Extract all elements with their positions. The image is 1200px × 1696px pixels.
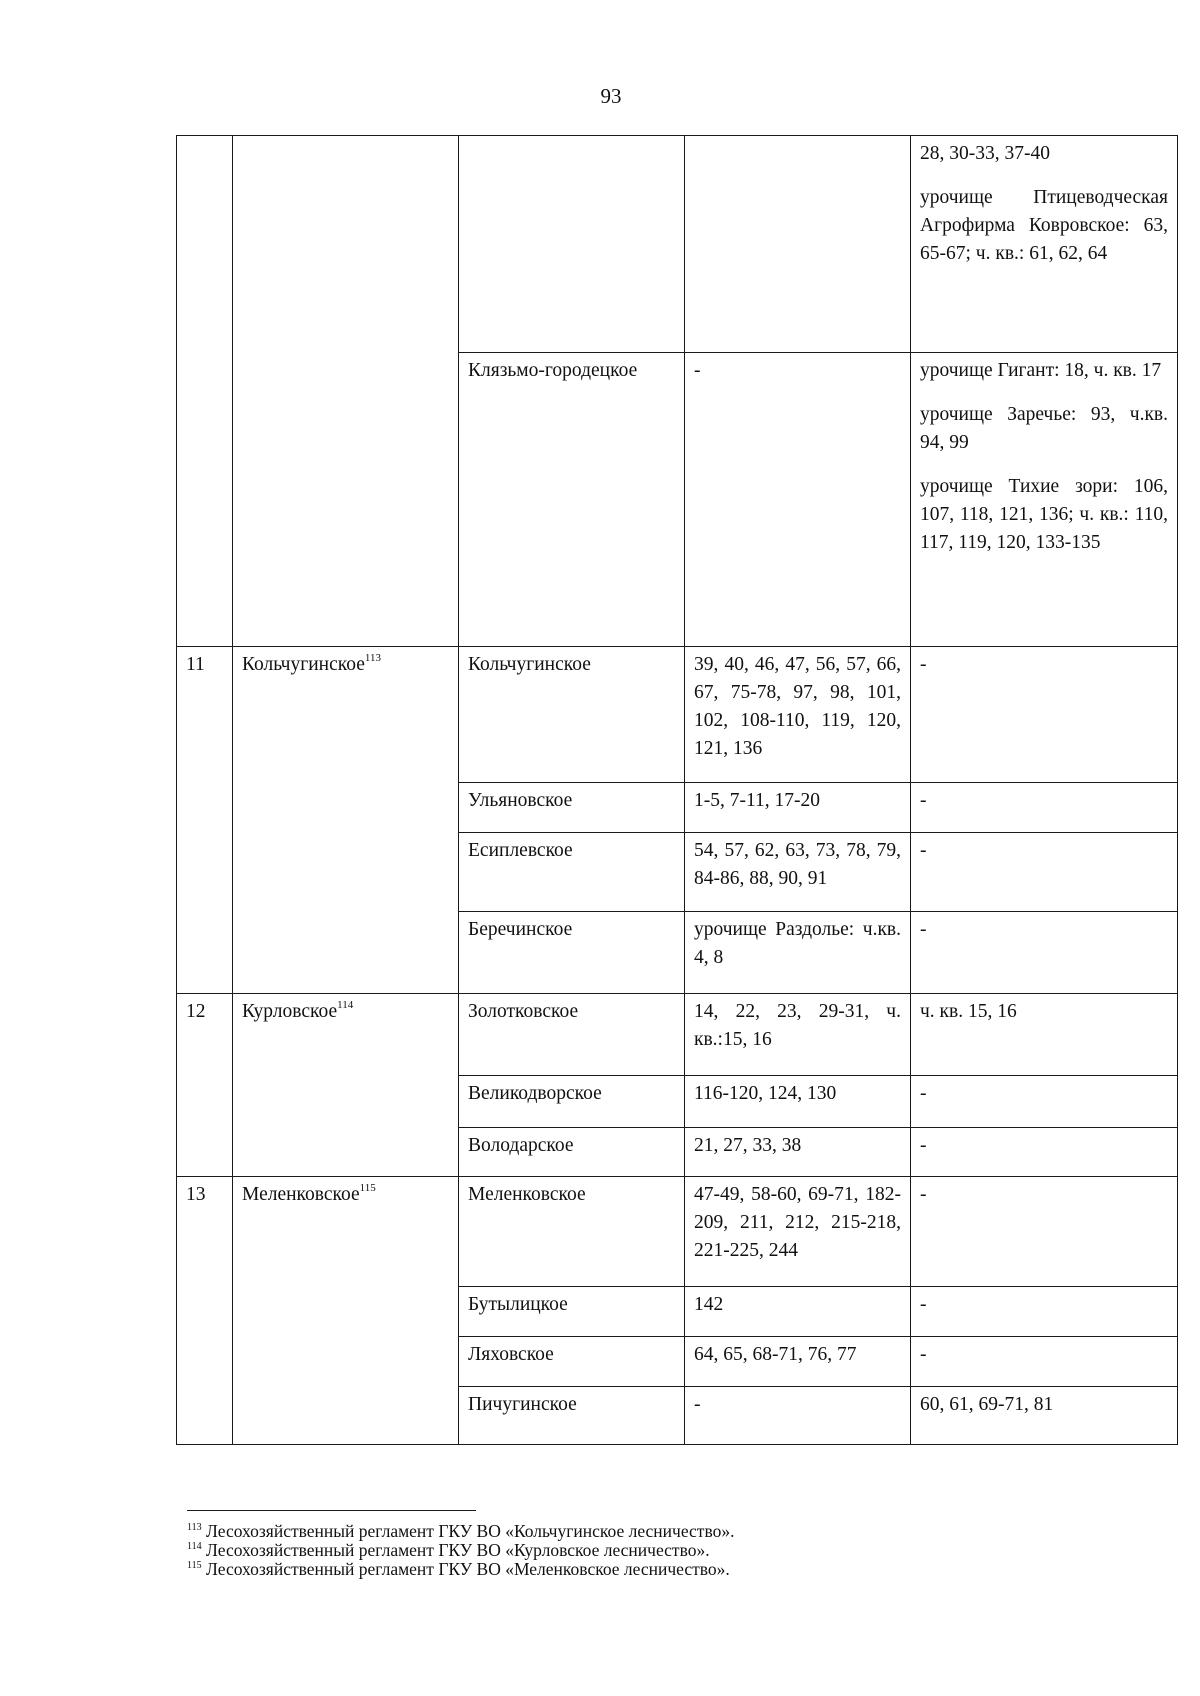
district-cell: Меленковское [459, 1177, 685, 1287]
zones-cell: - [911, 912, 1178, 994]
number-cell: 11 [177, 647, 233, 994]
zones-text: 28, 30-33, 37-40 [920, 143, 1050, 164]
quarters-cell: - [685, 353, 911, 647]
district-cell [459, 136, 685, 353]
table-row [177, 647, 1178, 783]
district-cell: Ульяновское [459, 783, 685, 833]
zones-cell [911, 353, 1178, 647]
zones-cell: - [911, 833, 1178, 912]
district-cell: Бутылицкое [459, 1287, 685, 1337]
page-number: 93 [600, 84, 622, 108]
quarters-cell: 54, 57, 62, 63, 73, 78, 79, 84-86, 88, 90, 91 [685, 833, 911, 912]
zones-text: урочище Тихие зори: 106, 107, 118, 121, 136; ч. кв.: 110, 117, 119, 120, 133-135 [920, 476, 1168, 553]
footnote-divider [187, 1510, 476, 1511]
zones-cell: ч. кв. 15, 16 [911, 994, 1178, 1076]
district-cell: Пичугинское [459, 1387, 685, 1445]
footnotes [187, 1522, 734, 1579]
zones-text: урочище Птицеводческая Агрофирма Ковровское: 63, 65-67; ч. кв.: 61, 62, 64 [920, 187, 1168, 264]
forestry-name: Меленковское [242, 1184, 360, 1205]
district-cell: Володарское [459, 1128, 685, 1177]
zones-cell: 60, 61, 69-71, 81 [911, 1387, 1178, 1445]
table-row [177, 1177, 1178, 1287]
footnote-ref: 113 [364, 652, 381, 664]
footnote-ref: 114 [337, 999, 354, 1011]
footnote: $^{113}$ Лесохозяйственный регламент ГКУ ВО «Кольчугинское лесничество». [187, 1521, 735, 1541]
zones-cell: - [911, 783, 1178, 833]
zones-cell: - [911, 1287, 1178, 1337]
quarters-cell [685, 136, 911, 353]
district-cell: Беречинское [459, 912, 685, 994]
zones-cell [911, 136, 1178, 353]
forestry-cell [233, 136, 459, 647]
quarters-cell: урочище Раздолье: ч.кв. 4, 8 [685, 912, 911, 994]
district-cell: Великодворское [459, 1076, 685, 1128]
district-cell: Клязьмо-городецкое [459, 353, 685, 647]
district-cell: Золотковское [459, 994, 685, 1076]
zones-text: урочище Заречье: 93, ч.кв. 94, 99 [920, 404, 1168, 453]
zones-cell: - [911, 1337, 1178, 1387]
quarters-cell: 39, 40, 46, 47, 56, 57, 66, 67, 75-78, 97, 98, 101, 102, 108-110, 119, 120, 121, 136 [685, 647, 911, 783]
quarters-cell: 116-120, 124, 130 [685, 1076, 911, 1128]
quarters-cell: 142 [685, 1287, 911, 1337]
number-cell: 13 [177, 1177, 233, 1445]
quarters-cell: - [685, 1387, 911, 1445]
quarters-cell: 1-5, 7-11, 17-20 [685, 783, 911, 833]
zones-cell: - [911, 1128, 1178, 1177]
zones-cell: - [911, 647, 1178, 783]
zones-cell: - [911, 1076, 1178, 1128]
quarters-cell: 14, 22, 23, 29-31, ч. кв.:15, 16 [685, 994, 911, 1076]
table-row [177, 136, 1178, 353]
quarters-cell: 21, 27, 33, 38 [685, 1128, 911, 1177]
footnote: $^{115}$ Лесохозяйственный регламент ГКУ ВО «Меленковское лесничество». [187, 1559, 730, 1579]
district-cell: Кольчугинское [459, 647, 685, 783]
forestry-cell [233, 1177, 459, 1445]
forestry-cell [233, 647, 459, 994]
number-cell: 12 [177, 994, 233, 1177]
zones-cell: - [911, 1177, 1178, 1287]
zones-text: урочище Гигант: 18, ч. кв. 17 [920, 360, 1162, 381]
forestry-cell [233, 994, 459, 1177]
quarters-cell: 47-49, 58-60, 69-71, 182-209, 211, 212, 215-218, 221-225, 244 [685, 1177, 911, 1287]
district-cell: Ляховское [459, 1337, 685, 1387]
forestry-table [176, 135, 1178, 1445]
district-cell: Есиплевское [459, 833, 685, 912]
forestry-name: Курловское [242, 1001, 338, 1022]
quarters-cell: 64, 65, 68-71, 76, 77 [685, 1337, 911, 1387]
number-cell [177, 136, 233, 647]
footnote-ref: 115 [359, 1182, 376, 1194]
footnote: $^{114}$ Лесохозяйственный регламент ГКУ ВО «Курловское лесничество». [187, 1540, 710, 1560]
table-row [177, 994, 1178, 1076]
forestry-name: Кольчугинское [242, 654, 365, 675]
